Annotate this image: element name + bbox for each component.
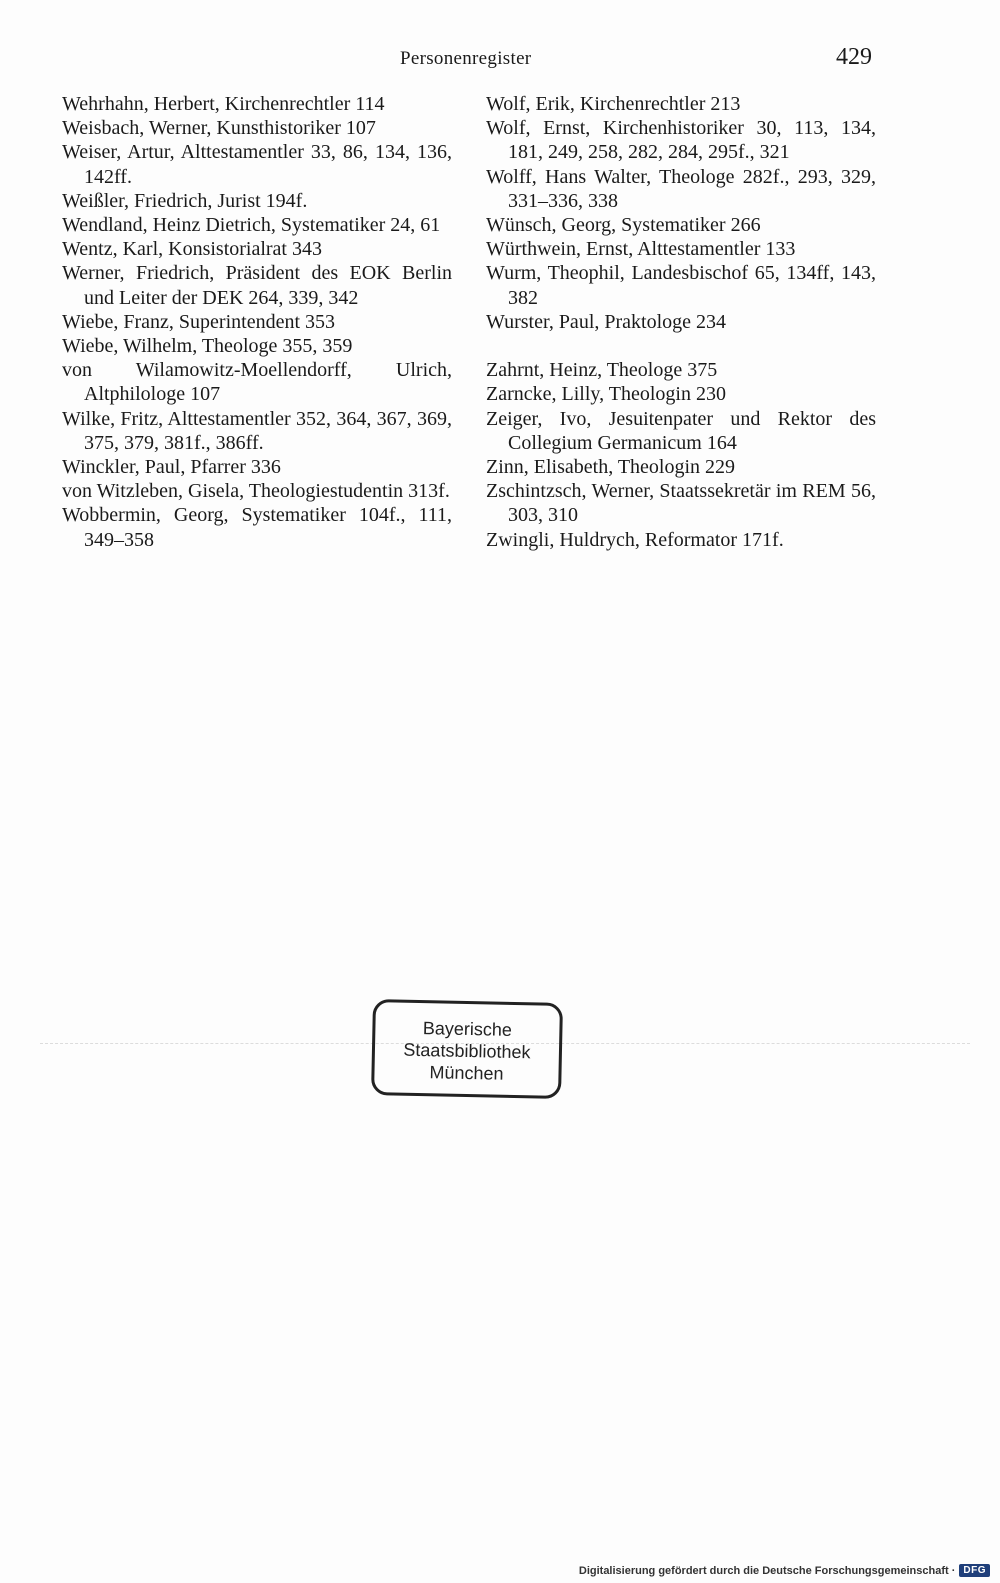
index-entry: Wiebe, Wilhelm, Theologe 355, 359 — [62, 335, 353, 358]
index-entry: Zarncke, Lilly, Theologin 230 — [486, 383, 726, 406]
index-column-left — [62, 92, 452, 552]
index-entry: Wobbermin, Georg, Systematiker 104f., 111, 349–358 — [62, 504, 452, 551]
index-entry: Weiser, Artur, Alttestamentler 33, 86, 134, 136, 142ff. — [62, 141, 452, 188]
stamp-line: München — [429, 1062, 504, 1084]
stamp-line: Bayerische — [422, 1018, 513, 1040]
index-entry: Wilke, Fritz, Alttestamentler 352, 364, 367, 369, 375, 379, 381f., 386ff. — [62, 407, 452, 454]
index-entry: Wurster, Paul, Praktologe 234 — [486, 310, 727, 333]
index-column-right — [486, 92, 876, 552]
index-entry: Wolff, Hans Walter, Theologe 282f., 293, 329, 331–336, 338 — [486, 165, 876, 212]
footer-text: Digitalisierung gefördert durch die Deutsche Forschungsgemeinschaft · — [578, 1564, 956, 1577]
letter-group-gap — [486, 334, 876, 358]
index-entry: Wünsch, Georg, Systematiker 266 — [486, 214, 761, 237]
index-entry: von Witzleben, Gisela, Theologiestudentin 313f. — [62, 480, 450, 503]
index-entry: Werner, Friedrich, Präsident des EOK Berlin und Leiter der DEK 264, 339, 342 — [62, 262, 452, 309]
dfg-logo-icon: DFG — [959, 1564, 990, 1577]
index-entry: Weisbach, Werner, Kunsthistoriker 107 — [62, 117, 376, 140]
index-entry: Wiebe, Franz, Superintendent 353 — [62, 310, 336, 333]
index-entry: Wentz, Karl, Konsistorialrat 343 — [62, 238, 322, 261]
stamp-line: Staatsbibliothek — [403, 1039, 531, 1063]
index-entry: Zschintzsch, Werner, Staatssekretär im REM 56, 303, 310 — [486, 480, 876, 527]
index-entry: Wendland, Heinz Dietrich, Systematiker 24, 61 — [62, 214, 441, 237]
index-entry: Winckler, Paul, Pfarrer 336 — [62, 456, 281, 479]
running-title: Personenregister — [400, 48, 532, 69]
library-stamp — [371, 999, 563, 1099]
index-entry: Zwingli, Huldrych, Reformator 171f. — [486, 528, 784, 551]
index-entry: Würthwein, Ernst, Alttestamentler 133 — [486, 238, 796, 261]
index-entry: Zinn, Elisabeth, Theologin 229 — [486, 456, 736, 479]
index-entry: Wolf, Ernst, Kirchenhistoriker 30, 113, 134, 181, 249, 258, 282, 284, 295f., 321 — [486, 117, 876, 164]
index-entry: Wehrhahn, Herbert, Kirchenrechtler 114 — [62, 93, 385, 115]
running-head — [0, 44, 1000, 74]
page-number: 429 — [836, 44, 872, 70]
index-entry: Wolf, Erik, Kirchenrechtler 213 — [486, 93, 741, 115]
index-entry: Wurm, Theophil, Landesbischof 65, 134ff, 143, 382 — [486, 262, 876, 309]
index-entry: Zeiger, Ivo, Jesuitenpater und Rektor des Collegium Germanicum 164 — [486, 407, 876, 454]
index-entry: Weißler, Friedrich, Jurist 194f. — [62, 189, 308, 212]
index-entry: von Wilamowitz-Moellendorff, Ulrich, Altphilologe 107 — [62, 359, 452, 406]
digitization-footer — [579, 1564, 990, 1577]
index-entry: Zahrnt, Heinz, Theologe 375 — [486, 359, 718, 382]
